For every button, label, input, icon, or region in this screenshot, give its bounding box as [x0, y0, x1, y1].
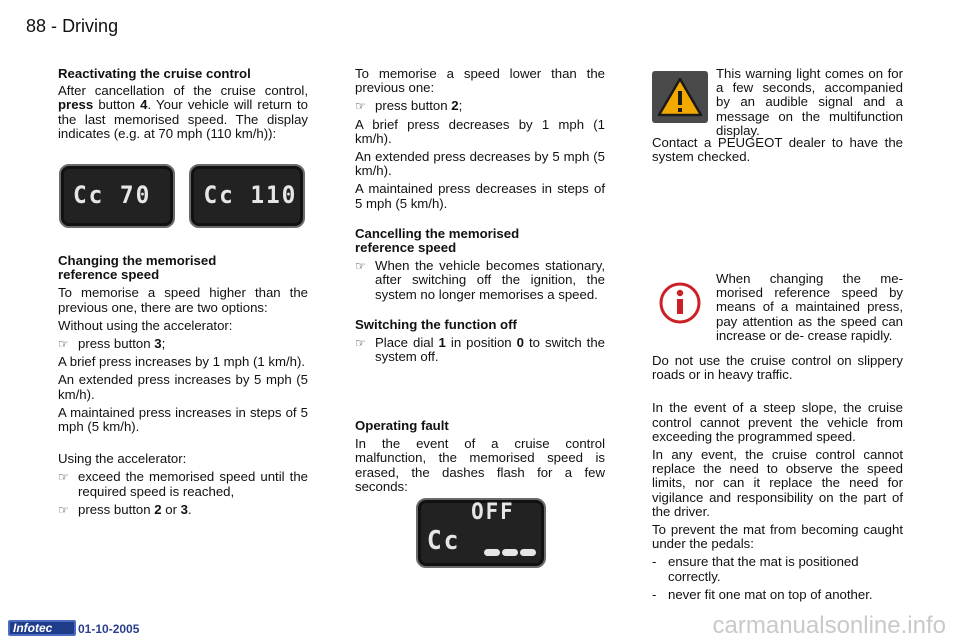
- display-off-dashes: [416, 498, 546, 568]
- warning-description: [716, 67, 903, 138]
- column-2: [355, 67, 605, 364]
- bullet-exceed: ☞ exceed the memorised speed until the required speed is reached,: [58, 469, 308, 499]
- mat-item-2: - never fit one mat on top of another.: [652, 586, 873, 602]
- info-description: [716, 272, 903, 343]
- fault-text: In the event of a cruise control malfunction, the memorised speed is erased, the dashes flash for a few seconds:: [355, 436, 605, 494]
- cancelling-heading-1: Cancelling the memorised: [355, 225, 520, 241]
- changing-heading-1: Changing the memorised: [58, 253, 217, 268]
- maintained-press-down: A maintained press decreases in steps of 5 mph (5 km/h).: [355, 181, 605, 211]
- bullet-press-2-3: ☞ press button 2 or 3.: [58, 501, 192, 517]
- extended-press-down: An extended press decreases by 5 mph (5 km/h).: [355, 149, 605, 179]
- bullet-cancelling: ☞ When the vehicle becomes stationary, after switching off the ignition, the system no longer memorises a speed.: [355, 258, 605, 302]
- display-cc-110: [189, 164, 305, 228]
- section-title: Driving: [62, 16, 119, 36]
- contact-text: Contact a PEUGEOT dealer to have the system checked.: [652, 135, 903, 165]
- bullet-press-3: ☞ press button 3;: [58, 336, 166, 352]
- column-1-lower: [58, 254, 308, 517]
- page-header: [26, 16, 118, 36]
- pointing-hand-icon: ☞: [58, 470, 69, 485]
- warning-text: This warning light comes on for a few seconds, accompanied by an audible signal and a message on the multifunction display.: [716, 66, 903, 138]
- display-cc-text: Cc: [426, 526, 461, 556]
- pointing-hand-icon: ☞: [355, 99, 366, 114]
- switching-heading: Switching the function off: [355, 316, 517, 332]
- display-cc-70: [59, 164, 175, 228]
- brief-press-down: A brief press decreases by 1 mph (1 km/h).: [355, 116, 605, 146]
- pointing-hand-icon: ☞: [355, 259, 366, 274]
- reactivating-heading: Reactivating the cruise control: [58, 66, 251, 81]
- mat-intro-text: To prevent the mat from becoming caught under the pedals:: [652, 522, 903, 552]
- steep-slope-text: In the event of a steep slope, the cruise control cannot prevent the vehicle from exceeding the programmed speed.: [652, 400, 903, 444]
- info-icon: [652, 278, 708, 330]
- slippery-text: Do not use the cruise control on slippery roads or in heavy traffic.: [652, 353, 903, 383]
- using-accelerator: Using the accelerator:: [58, 451, 187, 467]
- fault-heading: Operating fault: [355, 418, 449, 433]
- changing-heading-2: reference speed: [58, 267, 160, 283]
- page-footer: [0, 610, 960, 640]
- pointing-hand-icon: ☞: [58, 502, 69, 517]
- display-cc-70-text: Cc 70: [73, 181, 152, 209]
- warning-light-icon: [652, 71, 708, 123]
- flashing-dashes: [484, 545, 536, 559]
- contact-block: [652, 136, 903, 164]
- display-cc-110-text: Cc 110: [203, 181, 298, 209]
- pointing-hand-icon: ☞: [355, 336, 366, 351]
- extended-press-up: An extended press increases by 5 mph (5 km/h).: [58, 372, 308, 402]
- page-number: 88: [26, 16, 47, 36]
- info-text: When changing the me- morised reference speed by means of a maintained press, pay attention as the speed can increase or de- crease rapidly.: [716, 271, 903, 343]
- column-3-lower: [652, 354, 903, 602]
- bullet-switching: ☞ Place dial 1 in position 0 to switch the system off.: [355, 335, 605, 365]
- brief-press-up: A brief press increases by 1 mph (1 km/h).: [58, 354, 305, 370]
- footer-date: 01-10-2005: [78, 622, 140, 636]
- maintained-press-up: A maintained press increases in steps of 5 mph (5 km/h).: [58, 404, 308, 435]
- lower-intro: To memorise a speed lower than the previous one:: [355, 66, 605, 96]
- reactivating-text: After cancellation of the cruise control, press button 4. Your vehicle will return to the last memorised speed. The display indicates (e.g. at 70 mph (110 km/h)):: [58, 83, 309, 141]
- infotec-logo: Infotec: [8, 620, 76, 636]
- header-separator: -: [51, 16, 58, 36]
- mat-item-1: - ensure that the mat is positioned correctly.: [652, 554, 859, 584]
- bullet-press-2: ☞ press button 2;: [355, 98, 463, 114]
- column-2-lower: [355, 419, 605, 494]
- any-event-text: In any event, the cruise control cannot replace the need to observe the speed limits, nor can it replace the need for vigilance and responsibility on the part of the driver.: [652, 447, 903, 519]
- watermark: carmanualsonline.info: [712, 612, 946, 639]
- cancelling-heading-2: reference speed: [355, 240, 457, 256]
- pointing-hand-icon: ☞: [58, 337, 69, 352]
- display-off-text: OFF: [471, 500, 515, 525]
- without-accelerator: Without using the accelerator:: [58, 317, 233, 333]
- column-1: [58, 67, 308, 141]
- changing-intro: To memorise a speed higher than the previous one, there are two options:: [58, 285, 308, 315]
